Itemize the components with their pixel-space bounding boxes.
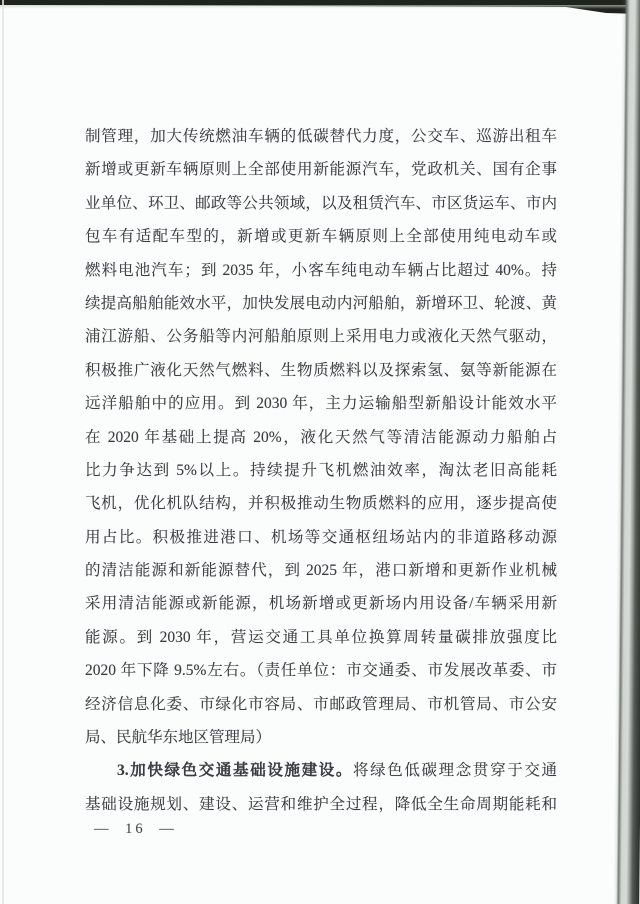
text-line: 新增或更新车辆原则上全部使用新能源汽车，党政机关、国有企事 <box>85 161 557 179</box>
text-line: 在 2020 年基础上提高 20%，液化天然气等清洁能源动力船舶占 <box>85 428 557 446</box>
paragraph-heading: 3.加快绿色交通基础设施建设。 <box>117 762 353 780</box>
text-line: 业单位、环卫、邮政等公共领域，以及租赁汽车、市区货运车、市内 <box>85 194 557 212</box>
text-line: 局、民航华东地区管理局） <box>85 729 272 747</box>
text-line: 飞机，优化机队结构，并积极推动生物质燃料的应用，逐步提高使 <box>85 495 557 513</box>
text-line: 包车有适配车型的，新增或更新车辆原则上全部使用纯电动车或 <box>85 228 557 246</box>
text-line: 用占比。积极推进港口、机场等交通枢纽场站内的非道路移动源 <box>85 528 557 546</box>
page-number: — 16 — <box>94 821 177 837</box>
scanner-right-edge <box>613 0 640 904</box>
text-line: 续提高船舶能效水平，加快发展电动内河船舶，新增环卫、轮渡、黄 <box>85 294 557 312</box>
text-line: 制管理，加大传统燃油车辆的低碳替代力度，公交车、巡游出租车 <box>85 128 557 145</box>
text-line: 远洋船舶中的应用。到 2030 年，主力运输船型新船设计能效水平 <box>85 395 557 413</box>
text-line: 燃料电池汽车；到 2035 年，小客车纯电动车辆占比超过 40%。持 <box>85 261 557 279</box>
text-line: 比力争达到 5%以上。持续提升飞机燃油效率，淘汰老旧高能耗 <box>85 461 557 479</box>
text-line: 2020 年下降 9.5%左右。（责任单位：市交通委、市发展改革委、市 <box>85 662 557 680</box>
text-line: 基础设施规划、建设、运营和维护全过程，降低全生命周期能耗和 <box>85 795 557 813</box>
text-line: 的清洁能源和新能源替代，到 2025 年，港口新增和更新作业机械 <box>85 562 557 580</box>
text-line: 浦江游船、公务船等内河船舶原则上采用电力或液化天然气驱动， <box>85 328 557 346</box>
text-line <box>85 754 557 787</box>
text-line: 积极推广液化天然气燃料、生物质燃料以及探索氢、氨等新能源在 <box>85 361 557 379</box>
text-block <box>85 120 557 821</box>
page-top-edge-shadow <box>0 5 640 9</box>
text-line: 能源。到 2030 年，营运交通工具单位换算周转量碳排放强度比 <box>85 628 557 646</box>
paragraph-text: 将绿色低碳理念贯穿于交通 <box>353 762 557 780</box>
page-left-edge <box>2 0 4 904</box>
text-line: 采用清洁能源或新能源，机场新增或更新场内用设备/车辆采用新 <box>85 595 557 613</box>
text-line: 经济信息化委、市绿化市容局、市邮政管理局、市机管局、市公安 <box>85 695 557 713</box>
